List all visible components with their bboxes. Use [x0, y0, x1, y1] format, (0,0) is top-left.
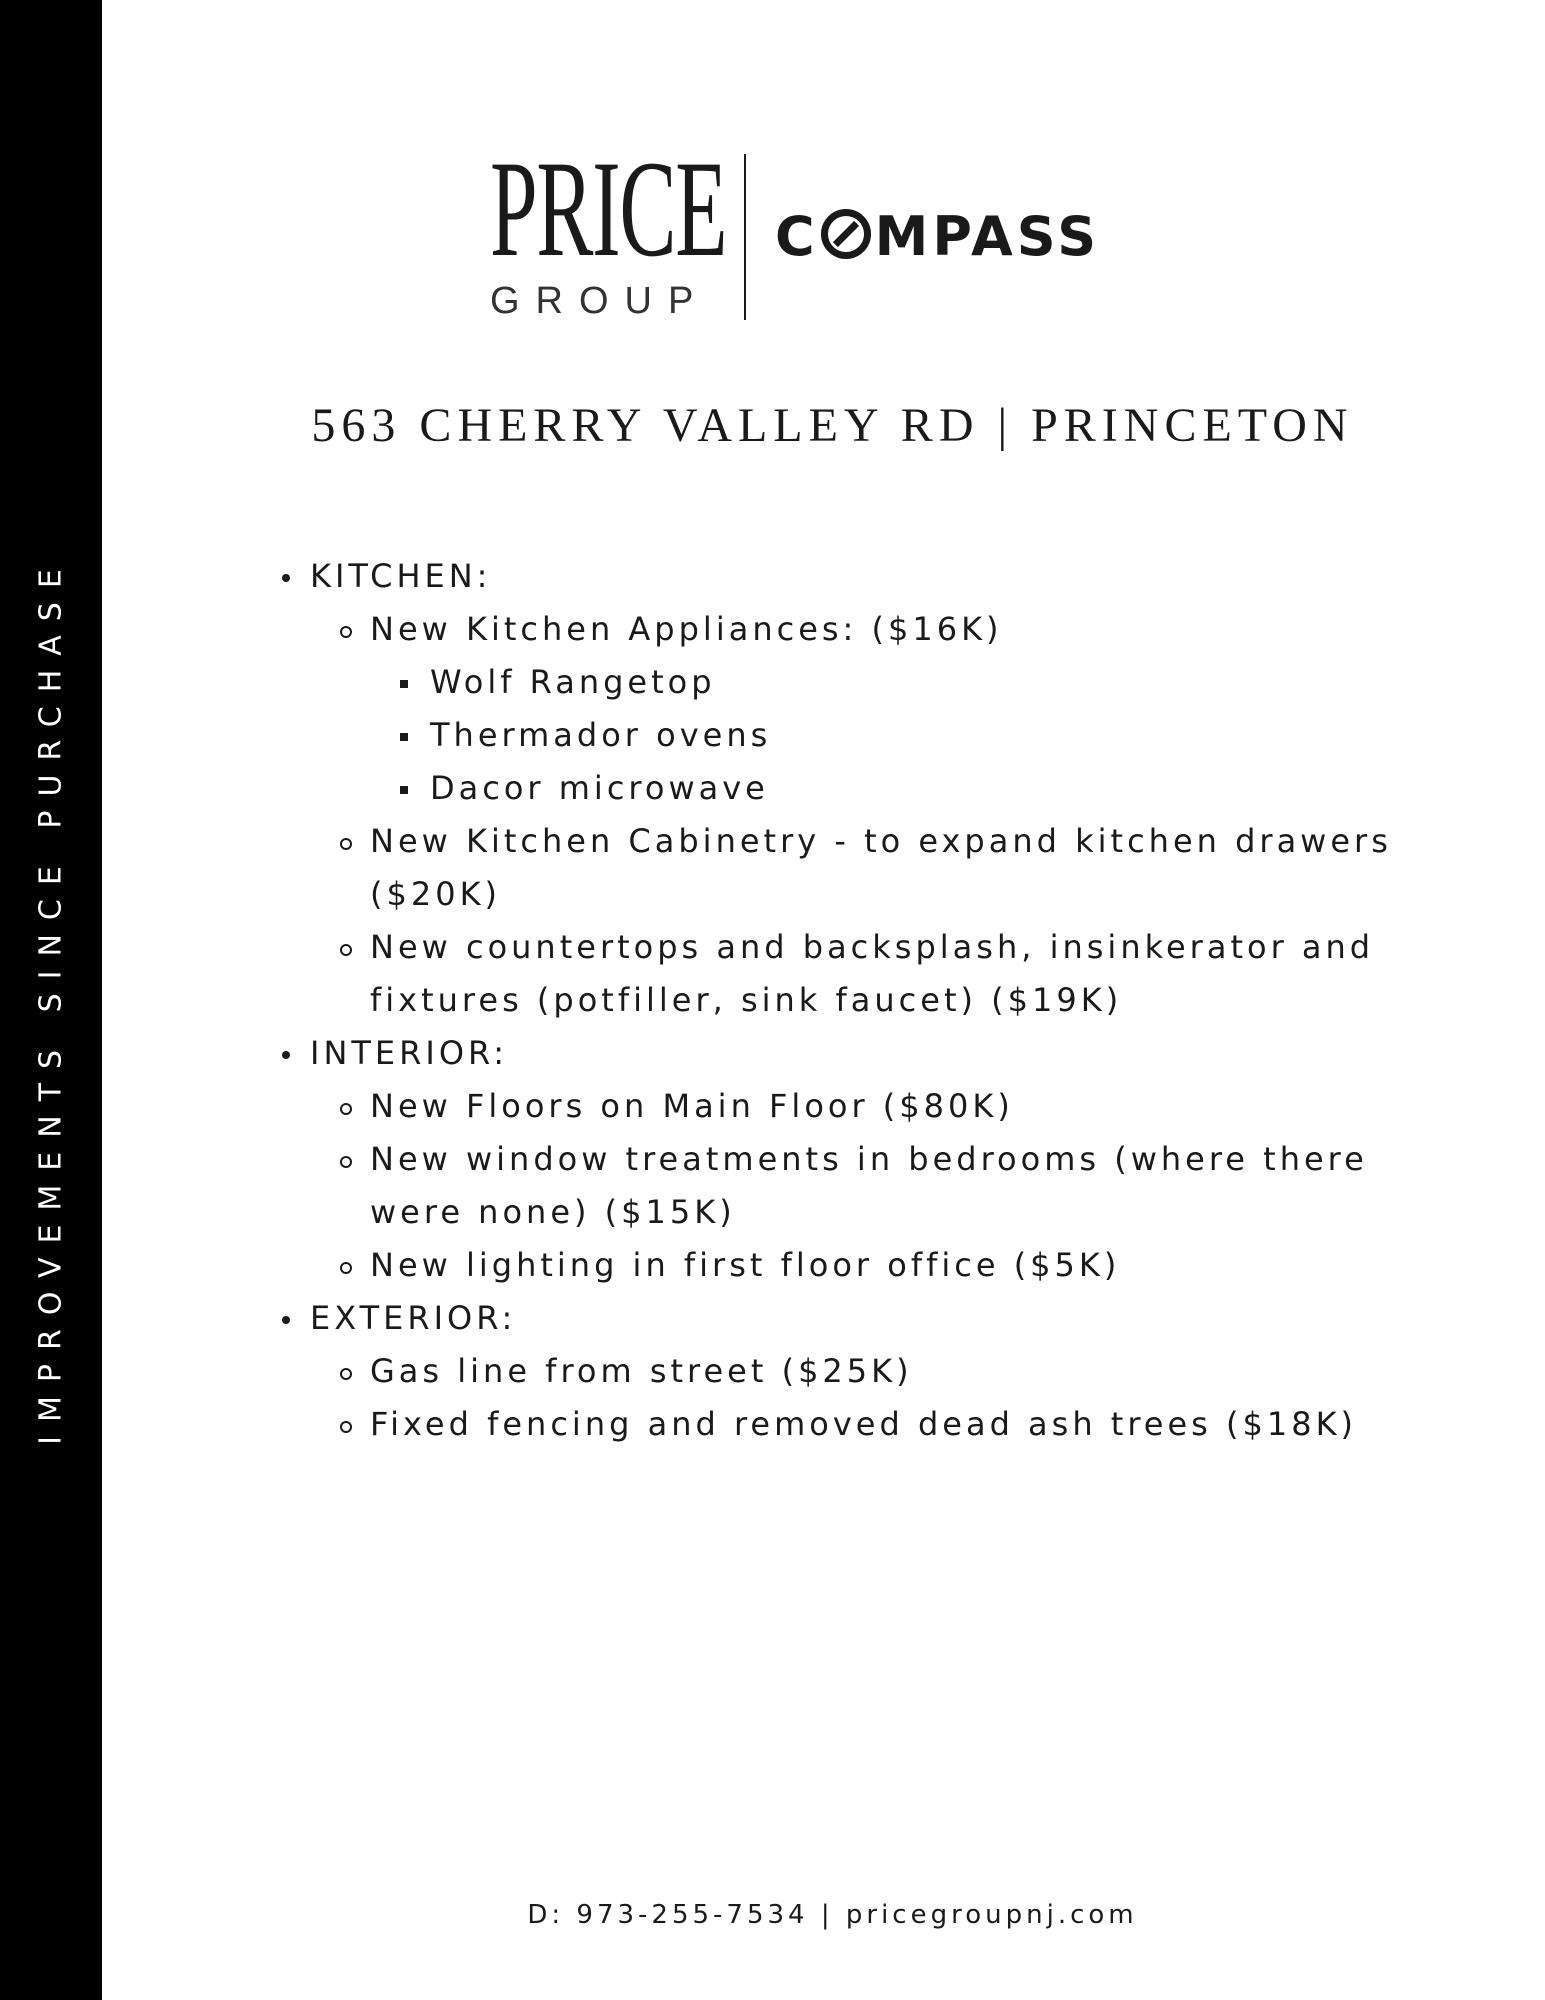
compass-o-icon [821, 209, 871, 259]
logo-group-text: GROUP [490, 280, 710, 322]
section-exterior [272, 1292, 1442, 1451]
list-item: Fixed fencing and removed dead ash trees ($18K) [272, 1398, 1442, 1451]
list-item: New Floors on Main Floor ($80K) [272, 1080, 1442, 1133]
contact-footer: D: 973-255-7534 | pricegroupnj.com [527, 1900, 1138, 1930]
list-item: New Kitchen Appliances: ($16K) [272, 603, 1442, 656]
list-item: Thermador ovens [272, 709, 1442, 762]
compass-prefix: C [775, 205, 819, 268]
list-item: New countertops and backsplash, insinkerator and fixtures (potfiller, sink faucet) ($19K) [272, 921, 1442, 1027]
section-kitchen [272, 550, 1442, 1027]
section-heading: EXTERIOR: [272, 1292, 1442, 1345]
logo-price-text: PRICE [490, 132, 727, 285]
section-heading: KITCHEN: [272, 550, 1442, 603]
list-item: New Kitchen Cabinetry - to expand kitchen drawers ($20K) [272, 815, 1442, 921]
section-heading: INTERIOR: [272, 1027, 1442, 1080]
improvements-list [272, 550, 1442, 1451]
brand-logo [0, 132, 1545, 322]
side-label: IMPROVEMENTS SINCE PURCHASE [33, 555, 69, 1445]
list-item: New lighting in first floor office ($5K) [272, 1239, 1442, 1292]
compass-suffix: MPASS [874, 205, 1101, 268]
logo-divider [744, 154, 746, 320]
list-item: Wolf Rangetop [272, 656, 1442, 709]
section-interior [272, 1027, 1442, 1292]
logo-compass [775, 205, 1100, 268]
page-title: 563 CHERRY VALLEY RD | PRINCETON [311, 399, 1354, 452]
list-item: Dacor microwave [272, 762, 1442, 815]
list-item: Gas line from street ($25K) [272, 1345, 1442, 1398]
list-item: New window treatments in bedrooms (where there were none) ($15K) [272, 1133, 1442, 1239]
